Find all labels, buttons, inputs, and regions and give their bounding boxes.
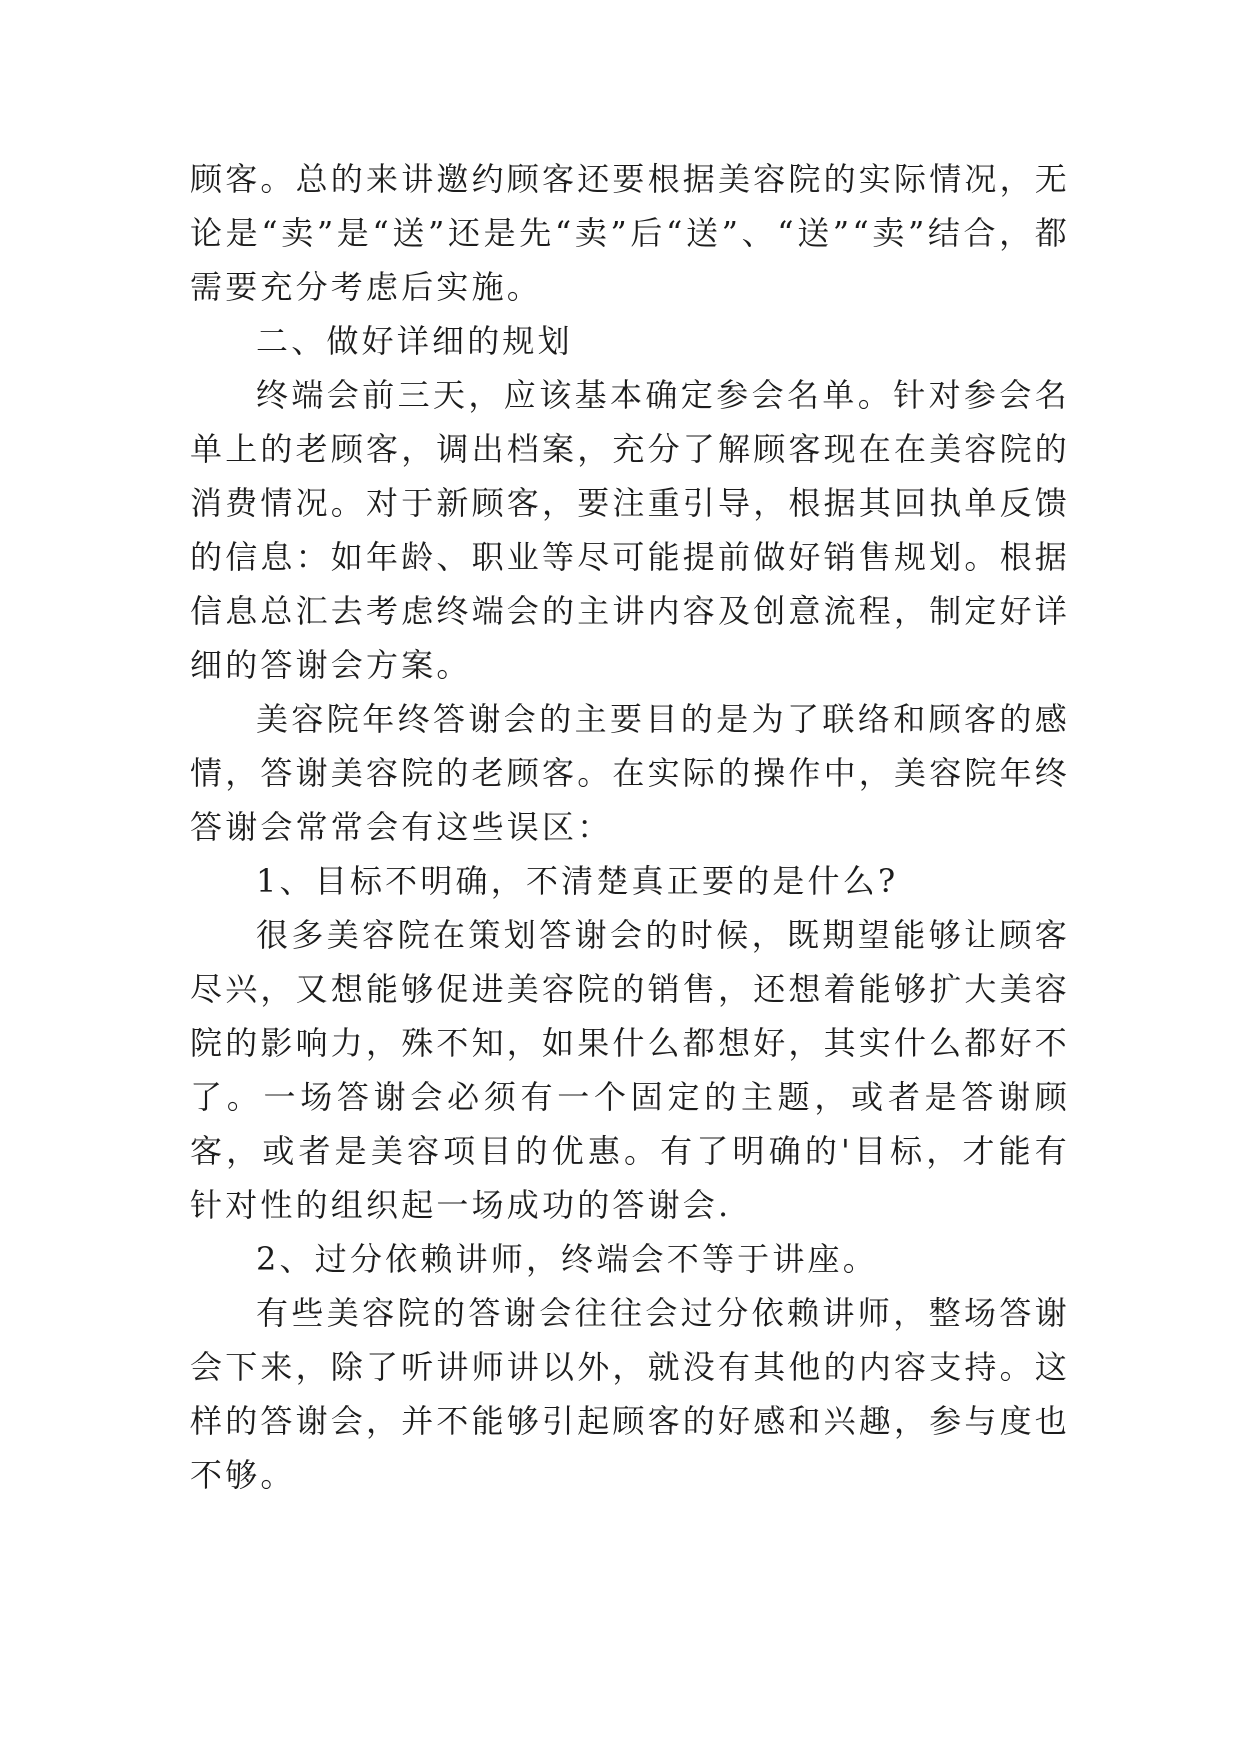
paragraph: 终端会前三天，应该基本确定参会名单。针对参会名单上的老顾客，调出档案，充分了解顾客现在在美容院的消费情况。对于新顾客，要注重引导，根据其回执单反馈的信息：如年龄、职业等尽可能提前做好销售规划。根据信息总汇去考虑终端会的主讲内容及创意流程，制定好详细的答谢会方案。 — [190, 376, 1071, 684]
paragraph: 美容院年终答谢会的主要目的是为了联络和顾客的感情，答谢美容院的老顾客。在实际的操作中，美容院年终答谢会常常会有这些误区： — [190, 700, 1071, 846]
list-heading: 2、过分依赖讲师，终端会不等于讲座。 — [256, 1240, 878, 1278]
paragraph: 很多美容院在策划答谢会的时候，既期望能够让顾客尽兴，又想能够促进美容院的销售，还想着能够扩大美容院的影响力，殊不知，如果什么都想好，其实什么都好不了。一场答谢会必须有一个固定的主题，或者是答谢顾客，或者是美容项目的优惠。有了明确的'目标，才能有针对性的组织起一场成功的答谢会. — [190, 916, 1071, 1224]
paragraph-continuation: 顾客。总的来讲邀约顾客还要根据美容院的实际情况，无论是“卖”是“送”还是先“卖”后“送”、“送”“卖”结合，都需要充分考虑后实施。 — [190, 160, 1071, 306]
section-heading: 二、做好详细的规划 — [256, 322, 573, 360]
list-heading: 1、目标不明确，不清楚真正要的是什么? — [256, 862, 899, 900]
body-text — [190, 152, 1070, 1502]
paragraph: 有些美容院的答谢会往往会过分依赖讲师，整场答谢会下来，除了听讲师讲以外，就没有其他的内容支持。这样的答谢会，并不能够引起顾客的好感和兴趣，参与度也不够。 — [190, 1294, 1071, 1494]
